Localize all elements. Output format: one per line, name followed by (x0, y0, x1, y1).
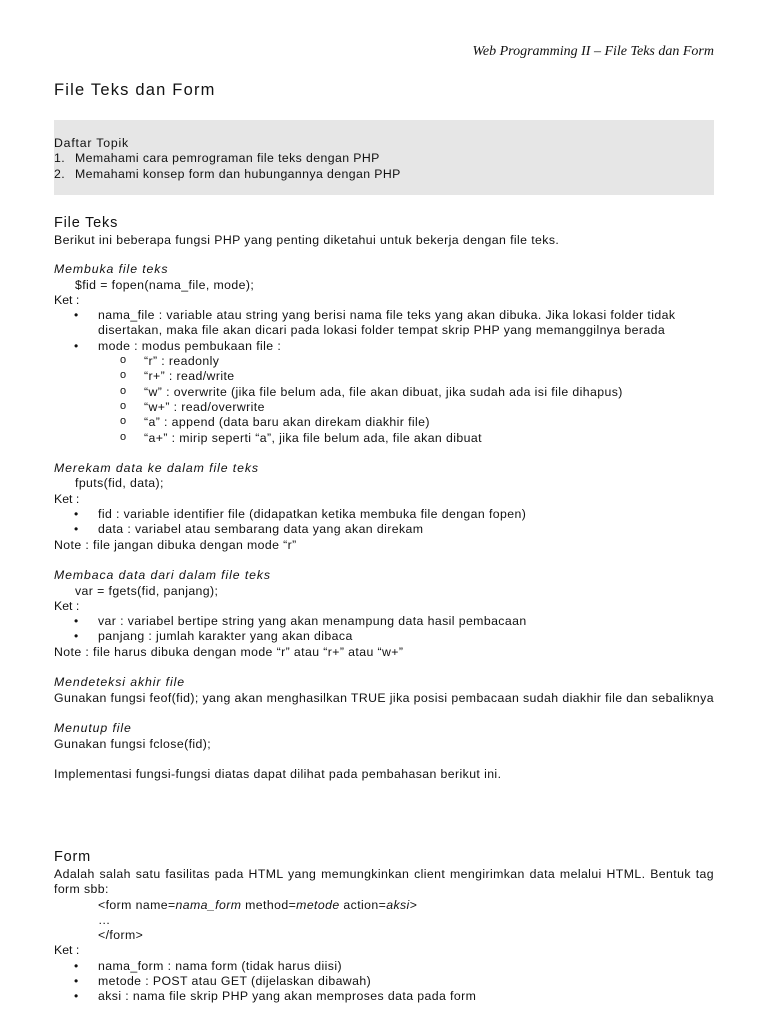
mode-item: o “a” : append (data baru akan direkam diakhir file) (54, 415, 714, 430)
list-item: • panjang : jumlah karakter yang akan dibaca (54, 629, 714, 644)
read-note: Note : file harus dibuka dengan mode “r” atau “r+” atau “w+” (54, 644, 404, 659)
form-code-close: </form> (98, 928, 144, 943)
mode-list (54, 354, 714, 446)
write-code: fputs(fid, data); (75, 476, 164, 491)
read-heading: Membaca data dari dalam file teks (54, 568, 271, 583)
form-section (54, 848, 714, 1005)
file-teks-section (54, 214, 714, 782)
read-code: var = fgets(fid, panjang); (75, 583, 219, 598)
topics-title: Daftar Topik (54, 136, 129, 150)
implementation-text: Implementasi fungsi-fungsi diatas dapat dilihat pada pembahasan berikut ini. (54, 767, 502, 782)
open-code: $fid = fopen(nama_file, mode); (75, 277, 255, 292)
running-header: Web Programming II – File Teks dan Form (472, 44, 714, 59)
list-item: • nama_file : variable atau string yang berisi nama file teks yang akan dibuka. Jika lokasi folder tidak disertakan, maka file akan dicari pada lokasi folder tempat skrip PHP yang memanggilnya berada (54, 308, 714, 339)
mode-item: o “a+” : mirip seperti “a”, jika file belum ada, file akan dibuat (54, 431, 714, 446)
list-item: • nama_form : nama form (tidak harus diisi) (54, 959, 714, 974)
mode-item: o “r” : readonly (54, 354, 714, 369)
mode-item: o “r+” : read/write (54, 369, 714, 384)
eof-heading: Mendeteksi akhir file (54, 675, 185, 690)
list-item: • metode : POST atau GET (dijelaskan dibawah) (54, 974, 714, 989)
topic-item: 2. Memahami konsep form dan hubungannya dengan PHP (54, 166, 401, 181)
form-code-open: <form name=nama_form method=metode action=aksi> (98, 897, 418, 912)
eof-text: Gunakan fungsi feof(fid); yang akan menghasilkan TRUE jika posisi pembacaan sudah diakhir file dan sebaliknya (54, 690, 714, 705)
form-intro: Adalah salah satu fasilitas pada HTML yang memungkinkan client mengirimkan data melalui HTML. Bentuk tag form sbb: (54, 867, 714, 897)
open-bullets (54, 308, 714, 354)
write-note: Note : file jangan dibuka dengan mode “r” (54, 537, 297, 552)
close-text: Gunakan fungsi fclose(fid); (54, 736, 212, 751)
list-item: • fid : variable identifier file (didapatkan ketika membuka file dengan fopen) (54, 507, 714, 522)
document-title: File Teks dan Form (54, 81, 216, 99)
open-ket: Ket : (54, 292, 80, 307)
mode-item: o “w” : overwrite (jika file belum ada, file akan dibuat, jika sudah ada isi file dihapus) (54, 385, 714, 400)
list-item: • aksi : nama file skrip PHP yang akan memproses data pada form (54, 989, 714, 1004)
form-heading: Form (54, 849, 92, 865)
list-item: • mode : modus pembukaan file : (54, 339, 714, 354)
mode-item: o “w+” : read/overwrite (54, 400, 714, 415)
write-bullets (54, 507, 714, 538)
open-heading: Membuka file teks (54, 262, 169, 277)
read-ket: Ket : (54, 598, 80, 613)
list-item: • data : variabel atau sembarang data yang akan direkam (54, 522, 714, 537)
form-bullets (54, 959, 714, 1005)
form-ket: Ket : (54, 943, 80, 958)
file-teks-heading: File Teks (54, 215, 119, 231)
close-heading: Menutup file (54, 721, 132, 736)
write-heading: Merekam data ke dalam file teks (54, 461, 259, 476)
file-teks-intro: Berikut ini beberapa fungsi PHP yang penting diketahui untuk bekerja dengan file teks. (54, 233, 560, 247)
form-code-dots: … (98, 912, 111, 927)
write-ket: Ket : (54, 491, 80, 506)
topics-box (54, 120, 714, 195)
topic-item: 1. Memahami cara pemrograman file teks dengan PHP (54, 151, 380, 166)
list-item: • var : variabel bertipe string yang akan menampung data hasil pembacaan (54, 614, 714, 629)
read-bullets (54, 614, 714, 645)
